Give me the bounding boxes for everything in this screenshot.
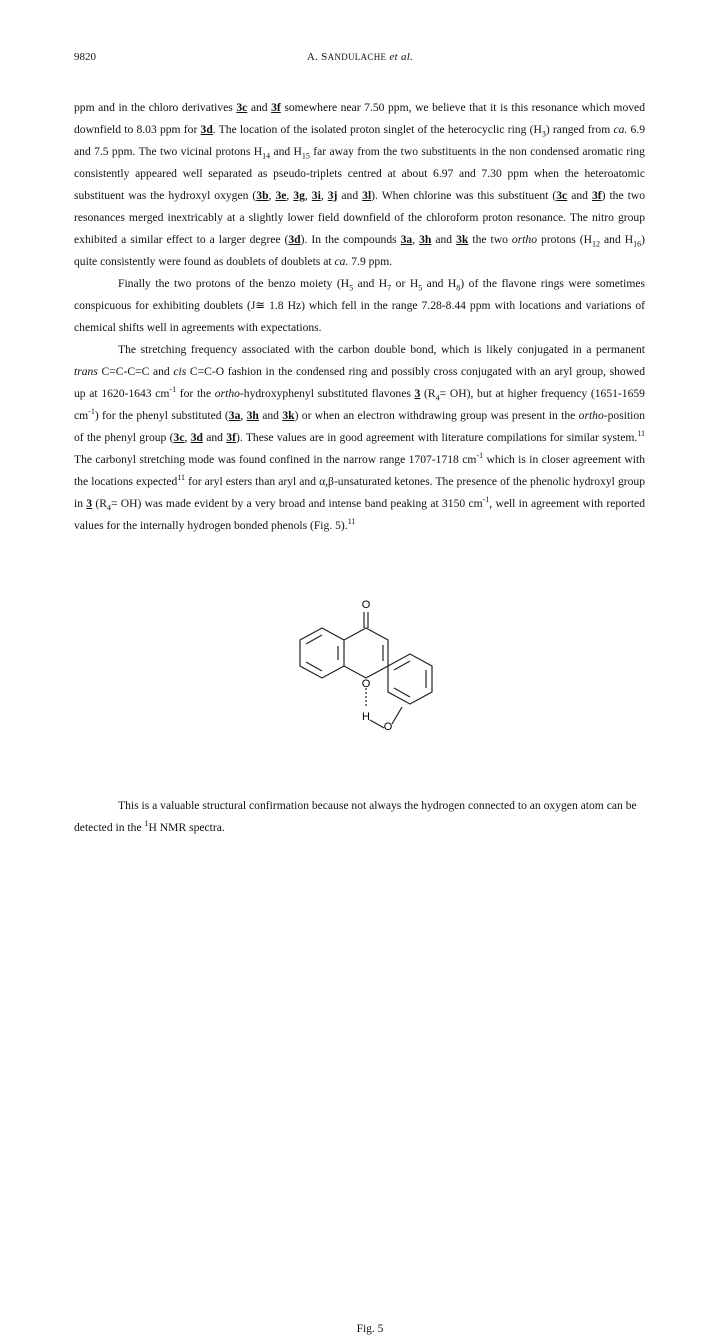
pyranone-ring xyxy=(344,628,388,678)
article-body xyxy=(74,97,645,537)
carbonyl-o-label: O xyxy=(361,599,371,611)
flavone-structure-diagram xyxy=(280,590,460,730)
running-title: A. SANDULACHE et al. xyxy=(306,51,414,63)
figure-5 xyxy=(280,590,460,1335)
page-number: 9820 xyxy=(74,51,96,63)
paragraph-1: ppm and in the chloro derivatives 3c and 3f somewhere near 7.50 ppm, we believe that it is this resonance which moved downfield to 8.03 ppm for 3d. The location of the isolated proton singlet of the heterocyclic ring $(H_3)$ ranged from ca. 6.9 and 7.5 ppm. The two vicinal protons $H_{14}$ and $H_{15}$ far away from the two substituents in the non condensed aromatic ring consistently appeared well separated as pseudo-triplets centred at about 6.97 and 7.30 ppm when the heteroatomic substituent was the hydroxyl oxygen (3b, 3e, 3g, 3i, 3j and 3l). When chlorine was this substituent (3c and 3f) the two resonances merged inextricably at a slightly lower field downfield of the chloroform proton resonance. The nitro group exhibited a similar effect to a larger degree (3d). In the compounds 3a, 3h and 3k the two ortho protons ($H_{12}$ and $H_{16}$) quite consistently were found as doublets of doublets at ca. 7.9 ppm. xyxy=(74,101,646,268)
ring-o-label: O xyxy=(361,678,371,690)
hydrogen-label: H xyxy=(362,711,370,723)
paragraph-4: This is a valuable structural confirmation because not always the hydrogen connected to an oxygen atom can be detected in the $^1$H NMR spectra. xyxy=(74,799,637,834)
paragraph-2: Finally the two protons of the benzo moiety ($H_5$ and $H_7$ or $H_5$ and $H_8$) of the flavone rings were sometimes conspicuous for exhibiting doublets (J≅ 1.8 Hz) which fell in the range 7.28-8.44 ppm with locations and variations of chemical shifts well in agreements with expectations. xyxy=(74,277,645,334)
paragraph-3: The stretching frequency associated with the carbon double bond, which is likely conjugated in a permanent trans C=C-C=C and cis C=C-O fashion in the condensed ring and possibly cross conjugated with an aryl group, showed up at 1620-1643 $cm^{-1}$ for the ortho-hydroxyphenyl substituted flavones 3 $(R_4= OH)$, but at higher frequency (1651-1659 $cm^{-1}$) for the phenyl substituted (3a, 3h and 3k) or when an electron withdrawing group was present in the ortho-position of the phenyl group (3c, 3d and 3f). These values are in good agreement with literature compilations for similar system.$^{11}$ The carbonyl stretching mode was found confined in the narrow range 1707-1718 $cm^{-1}$ which is in closer agreement with the locations expected$^{11}$ for aryl esters than aryl and α,β-unsaturated ketones. The presence of the phenolic hydroxyl group in 3 $(R_4= OH)$ was made evident by a very broad and intense band peaking at 3150 $cm^{-1}$, well in agreement with reported values for the internally hydrogen bonded phenols (Fig. 5).$^{11}$ xyxy=(74,343,646,532)
figure-caption: Fig. 5 xyxy=(356,1323,384,1335)
page-header xyxy=(74,51,646,67)
hydroxyl-o-label: O xyxy=(383,721,393,730)
